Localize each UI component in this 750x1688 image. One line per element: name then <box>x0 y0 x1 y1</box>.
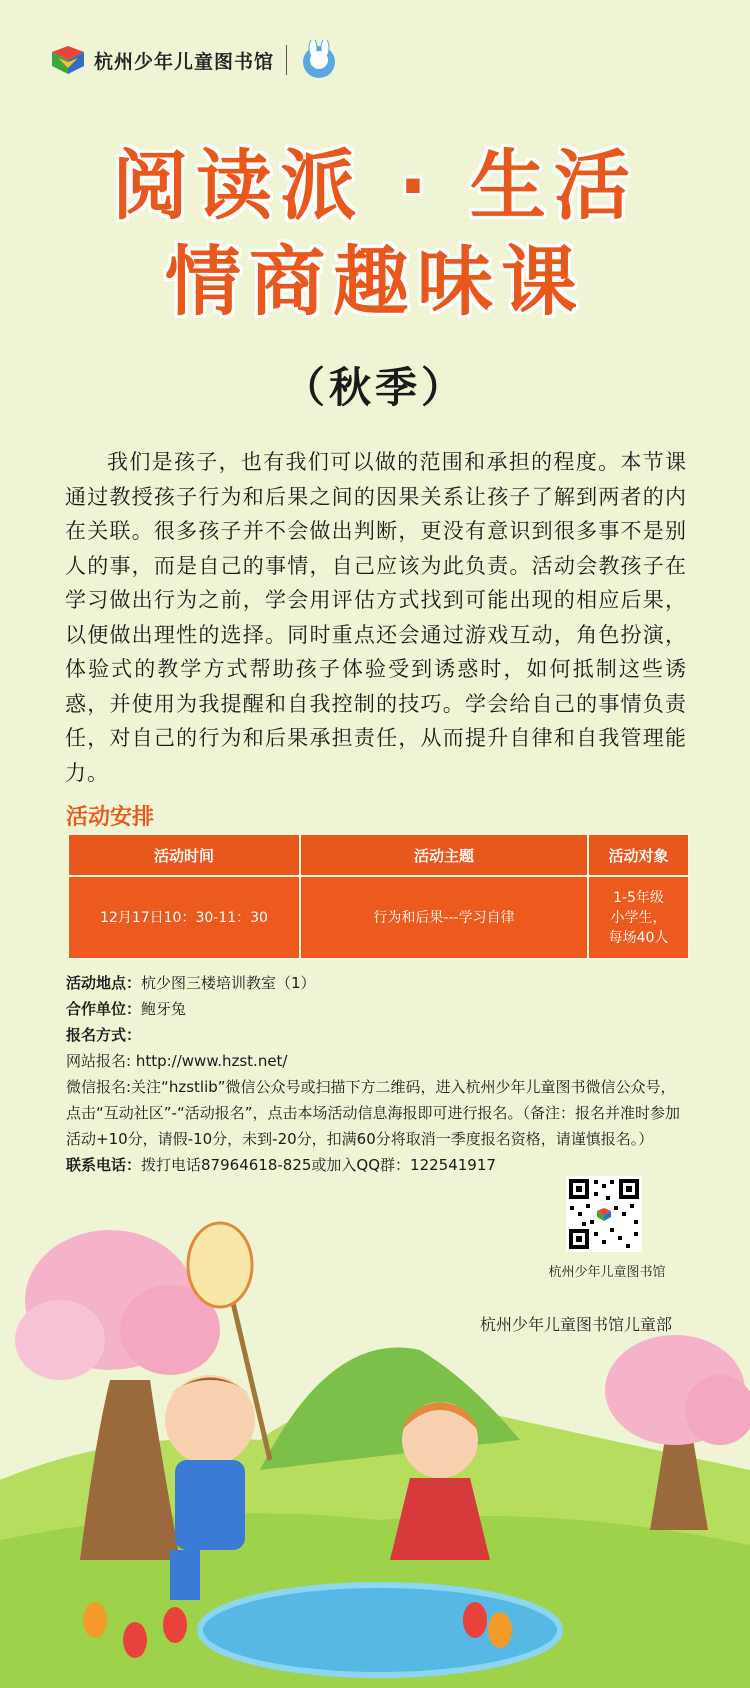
phone-label: 联系电话： <box>66 1156 142 1174</box>
cell-time: 12月17日10：30-11：30 <box>68 876 300 959</box>
title-line-2: 情商趣味课 <box>165 237 585 326</box>
web-signup-label: 网站报名: <box>66 1052 136 1070</box>
logo-divider <box>286 45 287 75</box>
intro-paragraph: 我们是孩子，也有我们可以做的范围和承担的程度。本节课通过教授孩子行为和后果之间的因果关系让孩子了解到两者的内在关联。很多孩子并不会做出判断，更没有意识到很多事不是别人的事，而是自己的事情，自己应该为此负责。活动会教孩子在学习做出行为之前，学会用评估方式找到可能出现的相应后果，以便做出理性的选择。同时重点还会通过游戏互动，角色扮演，体验式的教学方式帮助孩子体验受到诱惑时，如何抵制这些诱惑，并使用为我提醒和自我控制的技巧。学会给自己的事情负责任，对自己的行为和后果承担责任，从而提升自律和自我管理能力。 <box>65 450 687 785</box>
venue-value: 杭少图三楼培训教室（1） <box>141 974 316 992</box>
library-logo-text: 杭州少年儿童图书馆 <box>94 50 275 73</box>
audience-line-1: 1-5年级 <box>613 889 664 906</box>
title-line-1: 阅读派 · 生活 <box>112 141 638 230</box>
wechat-signup-text: 微信报名:关注“hzstlib”微信公众号或扫描下方二维码，进入杭州少年儿童图书微信公众号，点击“互动社区”-“活动报名”，点击本场活动信息海报即可进行报名。（备注：报名并准时参加活动+10分，请假-10分，未到-20分，扣满60分将取消一季度报名资格，请谨慎报名。） <box>66 1078 681 1148</box>
header-logo <box>50 40 339 80</box>
venue-label: 活动地点： <box>66 974 142 992</box>
cell-audience <box>588 876 689 959</box>
audience-line-2: 小学生， <box>610 909 667 926</box>
col-header-theme: 活动主题 <box>300 834 588 876</box>
partner-value: 鲍牙兔 <box>141 1000 187 1018</box>
rabbit-mascot-icon <box>299 40 339 80</box>
qr-caption: 杭州少年儿童图书馆 <box>548 1265 666 1280</box>
qr-code[interactable] <box>566 1176 642 1252</box>
col-header-audience: 活动对象 <box>588 834 689 876</box>
cell-theme: 行为和后果---学习自律 <box>300 876 588 959</box>
phone-value: 拨打电话87964618-825或加入QQ群：122541917 <box>141 1156 496 1174</box>
phone-line <box>66 1152 686 1178</box>
department-name: 杭州少年儿童图书馆儿童部 <box>480 1315 673 1334</box>
web-signup-url[interactable]: http://www.hzst.net/ <box>135 1052 288 1070</box>
partner-line <box>66 996 686 1022</box>
signup-label: 报名方式： <box>66 1026 142 1044</box>
col-header-time: 活动时间 <box>68 834 300 876</box>
web-signup-line <box>66 1048 686 1074</box>
table-row <box>68 876 689 959</box>
venue-line <box>66 970 686 996</box>
table-header-row <box>68 834 689 876</box>
partner-label: 合作单位： <box>66 1000 142 1018</box>
schedule-table <box>67 833 690 960</box>
season-subtitle: （秋季） <box>282 363 467 412</box>
audience-line-3: 每场40人 <box>608 929 669 946</box>
schedule-heading: 活动安排 <box>66 805 155 830</box>
library-logo-icon <box>50 44 86 76</box>
event-info <box>66 970 686 1178</box>
